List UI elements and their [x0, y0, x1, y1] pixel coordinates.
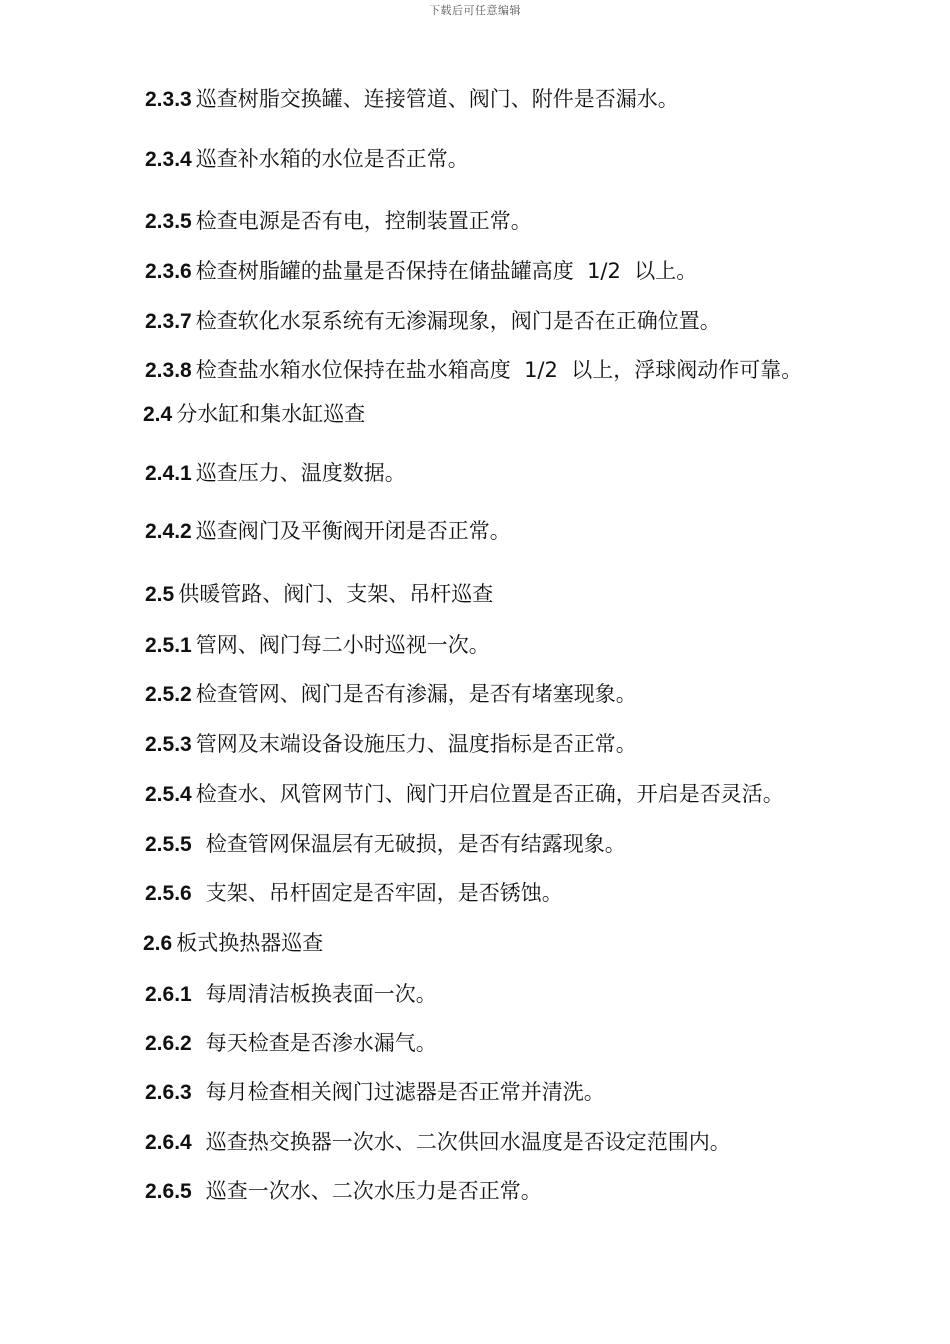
line-2-5-3	[145, 731, 637, 758]
item-number: 2.6.1	[145, 983, 192, 1006]
item-number: 2.3.5	[145, 210, 192, 233]
item-number: 2.5.6	[145, 882, 192, 905]
item-number: 2.6.4	[145, 1131, 192, 1154]
line-2-5-5	[145, 831, 626, 858]
item-number: 2.5.5	[145, 833, 192, 856]
section-number: 2.6	[143, 932, 173, 955]
item-number: 2.6.5	[145, 1180, 192, 1203]
line-2-5-4	[145, 781, 784, 808]
item-text: 检查软化水泵系统有无渗漏现象，阀门是否在正确位置。	[195, 309, 721, 333]
line-2-5-2	[145, 681, 637, 708]
line-2-3-5	[145, 208, 532, 235]
header-note: 下载后可任意编辑	[429, 4, 521, 17]
item-text: 巡查一次水、二次水压力是否正常。	[205, 1179, 542, 1203]
item-text: 检查管网、阀门是否有渗漏，是否有堵塞现象。	[195, 682, 637, 706]
item-number: 2.5.2	[145, 683, 192, 706]
item-text: 检查水、风管网节门、阀门开启位置是否正确，开启是否灵活。	[195, 782, 784, 806]
section-title: 板式换热器巡查	[176, 931, 324, 955]
item-text: 巡查树脂交换罐、连接管道、阀门、附件是否漏水。	[195, 87, 679, 111]
item-number: 2.5.4	[145, 783, 192, 806]
item-number: 2.3.7	[145, 310, 192, 333]
item-text: 检查电源是否有电，控制装置正常。	[195, 209, 532, 233]
section-2-4-heading	[143, 401, 365, 428]
item-text: 巡查热交换器一次水、二次供回水温度是否设定范围内。	[205, 1130, 731, 1154]
line-2-3-7	[145, 308, 721, 335]
section-2-6-heading	[143, 930, 323, 957]
section-number: 2.5	[145, 583, 175, 606]
line-2-5-6	[145, 880, 563, 907]
item-text: 管网及末端设备设施压力、温度指标是否正常。	[195, 732, 637, 756]
line-2-6-5	[145, 1178, 542, 1205]
line-2-4-1	[145, 460, 406, 487]
line-2-3-6	[145, 258, 697, 285]
line-2-3-4	[145, 146, 469, 173]
section-title: 分水缸和集水缸巡查	[176, 402, 366, 426]
item-number: 2.6.2	[145, 1032, 192, 1055]
line-2-3-3	[145, 86, 679, 113]
line-2-6-3	[145, 1079, 605, 1106]
item-number: 2.5.1	[145, 634, 192, 657]
item-text: 检查树脂罐的盐量是否保持在储盐罐高度 1/2 以上。	[195, 259, 698, 283]
item-text: 巡查阀门及平衡阀开闭是否正常。	[195, 519, 511, 543]
item-text: 每天检查是否渗水漏气。	[205, 1031, 437, 1055]
line-2-6-4	[145, 1129, 731, 1156]
item-number: 2.5.3	[145, 733, 192, 756]
item-number: 2.4.1	[145, 462, 192, 485]
line-2-6-2	[145, 1030, 437, 1057]
item-text: 支架、吊杆固定是否牢固，是否锈蚀。	[205, 881, 563, 905]
item-number: 2.3.6	[145, 260, 192, 283]
section-title: 供暖管路、阀门、支架、吊杆巡查	[178, 582, 494, 606]
line-2-4-2	[145, 518, 511, 545]
line-2-5-1	[145, 632, 490, 659]
item-number: 2.3.3	[145, 88, 192, 111]
item-text: 每周清洁板换表面一次。	[205, 982, 437, 1006]
item-text: 巡查压力、温度数据。	[195, 461, 406, 485]
line-2-3-8	[145, 357, 802, 384]
item-number: 2.4.2	[145, 520, 192, 543]
item-number: 2.6.3	[145, 1081, 192, 1104]
item-text: 每月检查相关阀门过滤器是否正常并清洗。	[205, 1080, 605, 1104]
section-2-5-heading	[145, 581, 493, 608]
item-text: 检查管网保温层有无破损，是否有结露现象。	[205, 832, 626, 856]
item-text: 巡查补水箱的水位是否正常。	[195, 147, 469, 171]
item-number: 2.3.4	[145, 148, 192, 171]
section-number: 2.4	[143, 403, 173, 426]
line-2-6-1	[145, 981, 437, 1008]
item-text: 管网、阀门每二小时巡视一次。	[195, 633, 490, 657]
item-number: 2.3.8	[145, 359, 192, 382]
item-text: 检查盐水箱水位保持在盐水箱高度 1/2 以上，浮球阀动作可靠。	[195, 358, 803, 382]
